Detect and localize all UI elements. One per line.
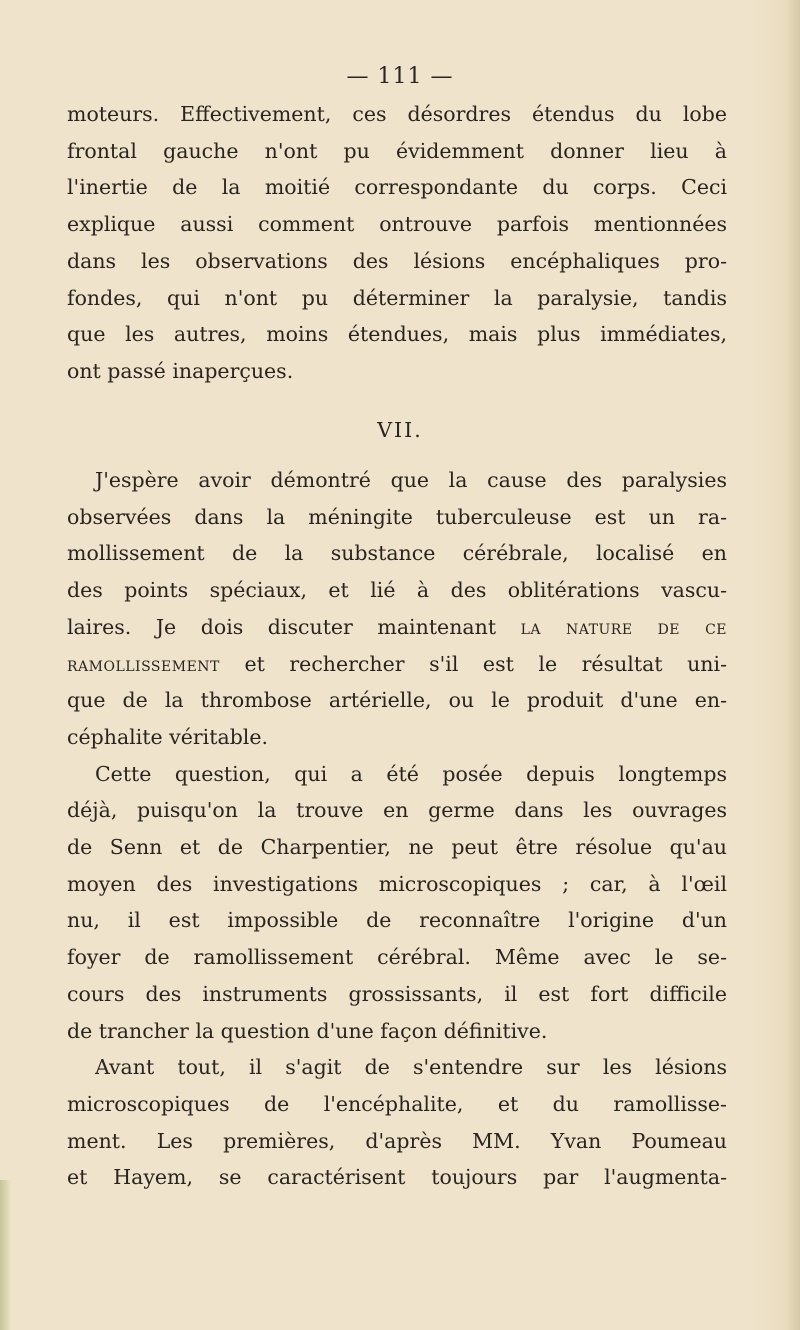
paragraph-4 bbox=[67, 1049, 727, 1196]
smallcaps-phrase: la nature de ce bbox=[520, 614, 727, 639]
text-line: fondes, qui n'ont pu déterminer la paralysie, tandis bbox=[67, 285, 727, 310]
text-segment: laires. Je dois discuter maintenant bbox=[67, 614, 497, 639]
text-line: l'inertie de la moitié correspondante du corps. Ceci bbox=[67, 175, 727, 200]
text-line: frontal gauche n'ont pu évidemment donner lieu à bbox=[67, 138, 727, 163]
text-line: que les autres, moins étendues, mais plus immédiates, bbox=[67, 322, 727, 347]
paragraph-1 bbox=[67, 96, 727, 390]
text-line: Avant tout, il s'agit de s'entendre sur les lésions bbox=[95, 1055, 727, 1080]
text-line-mixed bbox=[67, 609, 727, 646]
text-line: ment. Les premières, d'après MM. Yvan Poumeau bbox=[67, 1128, 727, 1153]
paragraph-3 bbox=[67, 756, 727, 1050]
text-line: moyen des investigations microscopiques ; car, à l'œil bbox=[67, 871, 727, 896]
text-line: foyer de ramollissement cérébral. Même avec le se- bbox=[67, 945, 727, 970]
text-line: de Senn et de Charpentier, ne peut être résolue qu'au bbox=[67, 835, 727, 860]
page-number: — 111 — bbox=[346, 64, 454, 89]
text-line: cours des instruments grossissants, il est fort difficile bbox=[67, 981, 727, 1006]
text-segment: et rechercher s'il est le résultat uni- bbox=[219, 651, 727, 676]
text-line: observées dans la méningite tuberculeuse est un ra- bbox=[67, 504, 727, 529]
text-line: que de la thrombose artérielle, ou le produit d'une en- bbox=[67, 688, 727, 713]
text-line: microscopiques de l'encéphalite, et du ramollisse- bbox=[67, 1091, 727, 1116]
text-line: moteurs. Effectivement, ces désordres étendus du lobe bbox=[67, 102, 727, 126]
text-line: des points spéciaux, et lié à des oblitérations vascu- bbox=[67, 578, 727, 603]
body-text bbox=[67, 462, 727, 1196]
page-stain bbox=[0, 1180, 12, 1330]
text-line: de trancher la question d'une façon définitive. bbox=[67, 1018, 548, 1043]
text-line: J'espère avoir démontré que la cause des paralysies bbox=[95, 468, 727, 492]
text-line: explique aussi comment ontrouve parfois mentionnées bbox=[67, 212, 727, 237]
text-line: dans les observations des lésions encéphaliques pro- bbox=[67, 248, 727, 273]
text-line: Cette question, qui a été posée depuis longtemps bbox=[95, 761, 727, 786]
text-line-mixed bbox=[67, 646, 727, 683]
page-edge-shadow bbox=[786, 0, 800, 1330]
text-line: nu, il est impossible de reconnaître l'origine d'un bbox=[67, 908, 727, 933]
smallcaps-phrase: ramollissement bbox=[67, 651, 220, 676]
text-line: déjà, puisqu'on la trouve en germe dans les ouvrages bbox=[67, 798, 727, 823]
text-line: mollissement de la substance cérébrale, localisé en bbox=[67, 541, 727, 566]
section-heading: VII. bbox=[377, 418, 423, 442]
text-line: ont passé inaperçues. bbox=[67, 358, 294, 383]
text-line: et Hayem, se caractérisent toujours par l'augmenta- bbox=[67, 1165, 727, 1190]
paragraph-2 bbox=[67, 462, 727, 756]
text-line: céphalite véritable. bbox=[67, 724, 269, 749]
